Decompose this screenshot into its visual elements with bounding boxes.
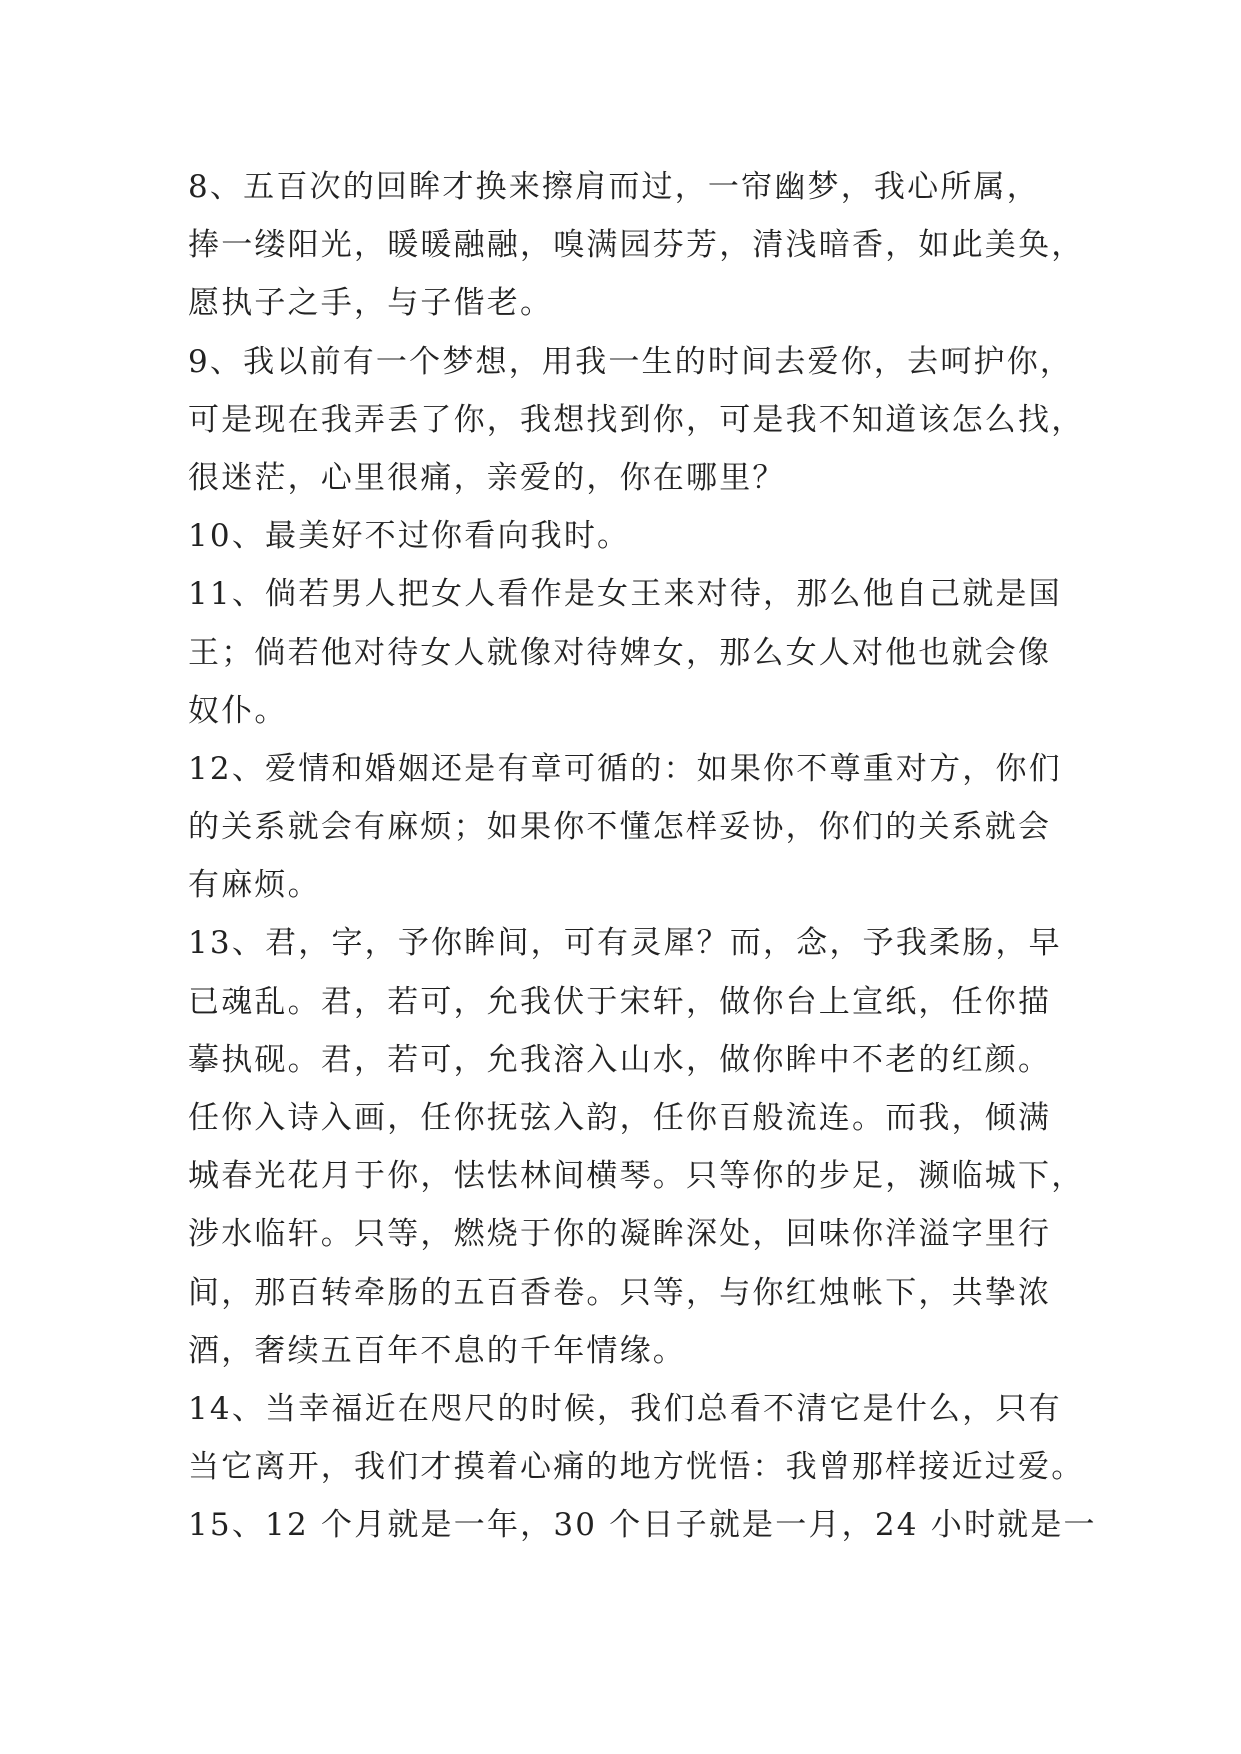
text-line: 10、最美好不过你看向我时。 [188,518,631,555]
text-line: 捧一缕阳光，暖暖融融，嗅满园芬芳，清浅暗香，如此美奂， [188,227,1085,264]
text-line: 奴仆。 [188,692,288,729]
text-line: 很迷茫，心里很痛，亲爱的，你在哪里？ [188,459,786,496]
text-line: 9、我以前有一个梦想，用我一生的时间去爱你，去呵护你， [188,343,1074,380]
text-line: 酒，奢续五百年不息的千年情缘。 [188,1332,686,1369]
text-line: 任你入诗入画，任你抚弦入韵，任你百般流连。而我，倾满 [188,1100,1052,1136]
text-line: 可是现在我弄丢了你，我想找到你，可是我不知道该怎么找， [188,401,1085,438]
text-line: 涉水临轩。只等，燃烧于你的凝眸深处，回味你洋溢字里行 [188,1216,1052,1253]
document-body [188,158,1097,1555]
text-line: 15、12 个月就是一年，30 个日子就是一月，24 小时就是一 [188,1507,1097,1544]
text-line: 有麻烦。 [188,867,321,904]
text-line: 已魂乱。君，若可，允我伏于宋轩，做你台上宣纸，任你描 [188,983,1052,1020]
text-line: 摹执砚。君，若可，允我溶入山水，做你眸中不老的红颜。 [188,1041,1052,1078]
text-line: 14、当幸福近在咫尺的时候，我们总看不清它是什么，只有 [188,1390,1062,1427]
text-line: 11、倘若男人把女人看作是女王来对待，那么他自己就是国 [188,576,1062,613]
text-line: 王；倘若他对待女人就像对待婢女，那么女人对他也就会像 [188,634,1052,671]
text-line: 12、爱情和婚姻还是有章可循的：如果你不尊重对方，你们 [188,750,1062,787]
text-line: 8、五百次的回眸才换来擦肩而过，一帘幽梦，我心所属， [188,169,1040,205]
text-line: 愿执子之手，与子偕老。 [188,285,554,322]
text-line: 城春光花月于你，怯怯林间横琴。只等你的步足，濒临城下， [188,1158,1085,1195]
text-line: 13、君，字，予你眸间，可有灵犀？而，念，予我柔肠，早 [188,925,1062,962]
text-line: 的关系就会有麻烦；如果你不懂怎样妥协，你们的关系就会 [188,809,1052,846]
text-line: 间，那百转牵肠的五百香卷。只等，与你红烛帐下，共挚浓 [188,1274,1052,1311]
text-line: 当它离开，我们才摸着心痛的地方恍悟：我曾那样接近过爱。 [188,1449,1085,1486]
